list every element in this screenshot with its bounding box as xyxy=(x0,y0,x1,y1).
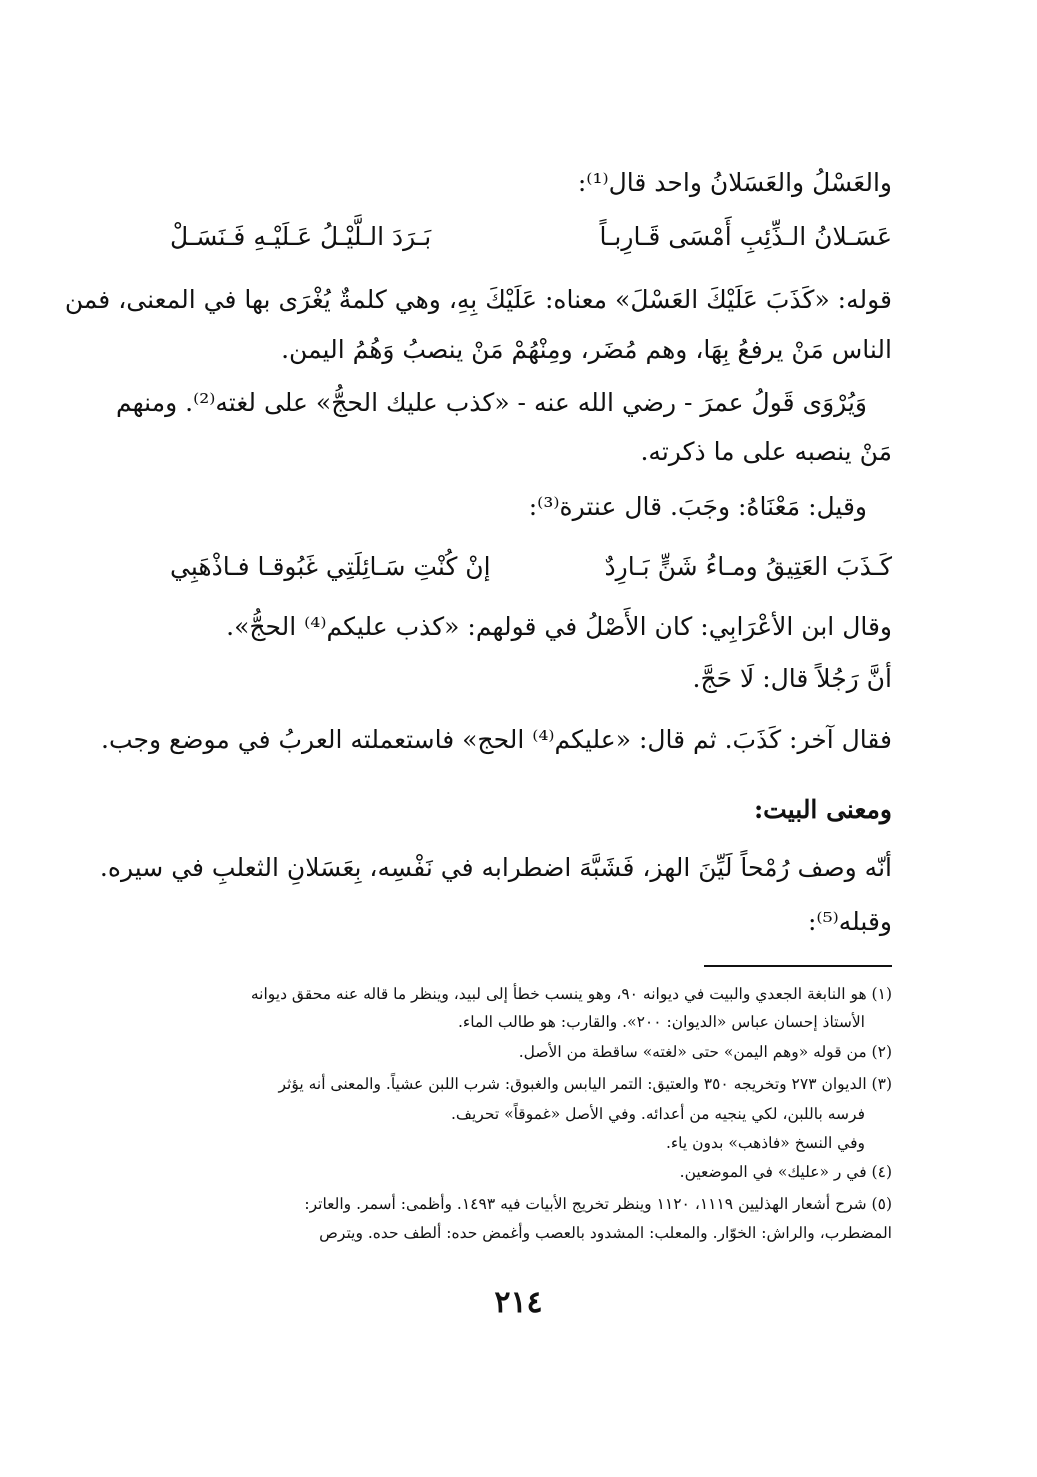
meaning-line: أنّه وصف رُمْحاً لَيِّنَ الهز، فَشَبَّهَ اضطرابه في نَفْسِه، بِعَسَلانِ الثعلبِ في سيره. xyxy=(99,853,892,882)
footnote-5-line2: المضطرب، والراش: الخوّار. والمعلب: المشدود بالعصب وأغمض حده: ألطف حده. ويترص xyxy=(319,1224,892,1242)
meaning-heading: ومعنى البيت: xyxy=(753,795,892,824)
footnote-1-line1: (١) هو النابغة الجعدي والبيت في ديوانه ٩٠، وهو ينسب خطأ إلى لبيد، وينظر ما قاله عنه محقق ديوانه xyxy=(250,985,892,1003)
para2-line1: وَيُرْوَى قَولُ عمرَ - رضي الله عنه - «كذب عليك الحجُّ» على لغته⁽²⁾. ومنهم xyxy=(116,388,867,417)
verse-2-left-hemistich: إنْ كُنْتِ سَـائِلَتِي غَبُوقـا فـاذْهَبِي xyxy=(170,552,491,581)
para4-line1: وقال ابن الأعْرَابِي: كان الأَصْلُ في قولهم: «كذب عليكم⁽⁴⁾ الحجُّ». xyxy=(226,612,892,641)
verse-2 xyxy=(170,552,892,581)
para4-line2: أنَّ رَجُلاً قال: لَا حَجَّ. xyxy=(692,664,892,693)
para1-line2: الناس مَنْ يرفعُ بِهَا، وهم مُضَر، ومِنْهُمْ مَنْ ينصبُ وَهُمُ اليمن. xyxy=(281,335,892,364)
para2-line2: مَنْ ينصبه على ما ذكرته. xyxy=(640,437,892,466)
footnote-5-line1: (٥) شرح أشعار الهذليين ١١١٩، ١١٢٠ وينظر تخريج الأبيات فيه ١٤٩٣. وأظمى: أسمر. والعاتر: xyxy=(304,1195,892,1213)
verse-1-right-hemistich: عَسَـلانُ الـذِّئِبِ أَمْسَى قَـارِبـاً xyxy=(599,222,892,251)
para4-line3: فقال آخر: كَذَبَ. ثم قال: «عليكم⁽⁴⁾ الحج» فاستعملته العربُ في موضع وجب. xyxy=(101,725,892,754)
footnote-separator xyxy=(704,965,892,967)
page-number: ٢١٤ xyxy=(494,1285,543,1320)
para1-line1: قوله: «كَذَبَ عَلَيْكَ العَسْلَ» معناه: عَلَيْكَ بِهِ، وهي كلمةٌ يُغْرَى بها في المعنى، فمن xyxy=(64,285,892,314)
footnote-4: (٤) في ر «عليك» في الموضعين. xyxy=(679,1163,892,1181)
para3-line1: وقيل: مَعْنَاهُ: وجَبَ. قال عنترة⁽³⁾: xyxy=(528,492,867,521)
footnote-3-line1: (٣) الديوان ٢٧٣ وتخريجه ٣٥٠ والعتيق: التمر اليابس والغبوق: شرب اللبن عشياً. والمعنى أنه يؤثر xyxy=(278,1075,892,1093)
verse-2-right-hemistich: كَـذَبَ العَتِيقُ ومـاءُ شَنٍّ بَـارِدٌ xyxy=(604,552,892,581)
footnote-1-line2: الأستاذ إحسان عباس «الديوان: ٢٠٠». والقارب: هو طالب الماء. xyxy=(457,1013,865,1031)
footnote-2: (٢) من قوله «وهم اليمن» حتى «لغته» ساقطة من الأصل. xyxy=(518,1043,892,1061)
footnote-3-line2: فرسه باللبن، لكي ينجيه من أعدائه. وفي الأصل «غموقاً» تحريف. xyxy=(451,1105,865,1123)
verse-1 xyxy=(170,222,892,251)
footnote-3-line3: وفي النسخ «فاذهب» بدون ياء. xyxy=(665,1134,865,1152)
intro-line: والعَسْلُ والعَسَلانُ واحد قال⁽¹⁾: xyxy=(577,168,892,197)
before-line: وقبله⁽⁵⁾: xyxy=(808,907,892,936)
verse-1-left-hemistich: بَـرَدَ الـلَّيْـلُ عَـلَيْـهِ فَـنَسَـلْ xyxy=(170,222,432,251)
